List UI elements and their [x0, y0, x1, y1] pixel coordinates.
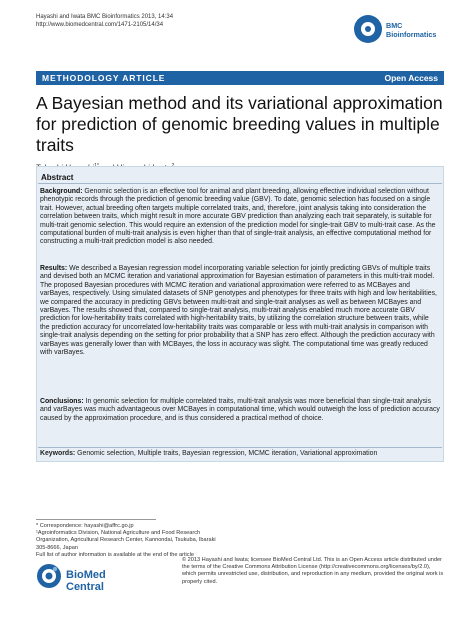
affiliation-line: 305-8666, Japan [36, 544, 78, 551]
conclusions-label: Conclusions: [40, 398, 84, 405]
citation-url[interactable]: http://www.biomedcentral.com/1471-2105/14/34 [36, 22, 164, 28]
conclusions-text: In genomic selection for multiple correlated traits, multi-trait analysis was more beneficial than single-trait analysis and varBayes was much advantageous over MCBayes in computational time, which would outweigh the loss of prediction accuracy caused by the approximation procedure, and is thus considered a practical method of choice. [40, 398, 440, 422]
publisher-name: BioMed Central [66, 569, 106, 593]
bmc-circle-icon [354, 15, 382, 43]
keywords [40, 450, 440, 458]
abstract-results [40, 265, 440, 357]
license-text: © 2013 Hayashi and Iwata; licensee BioMed Central Ltd. This is an Open Access article distributed under the terms of the Creative Commons Attribution License (http://creativecommons.org/licenses/by/2.0), which permits unrestricted use, distribution, and reproduction in any medium, provided the original work is properly cited. [182, 557, 444, 585]
background-label: Background: [40, 188, 83, 195]
journal-logo [354, 15, 444, 51]
affiliation-line: Organization, Agricultural Research Center, Kannondai, Tsukuba, Ibaraki [36, 537, 216, 544]
biomed-central-logo [36, 563, 146, 593]
biomed-central-icon [36, 563, 62, 589]
author-info-note: Full list of author information is available at the end of the article [36, 551, 194, 558]
journal-name-line1: BMC [386, 21, 403, 30]
abstract-background [40, 188, 440, 247]
keywords-label: Keywords: [40, 450, 76, 457]
journal-name-line2: Bioinformatics [386, 30, 437, 39]
citation-header [36, 13, 173, 29]
correspondence-email[interactable]: * Correspondence: hayashi@affrc.go.jp [36, 523, 134, 529]
abstract-divider [38, 447, 442, 448]
abstract-heading: Abstract [41, 173, 74, 182]
results-text: We described a Bayesian regression model incorporating variable selection for jointly predicting GBVs of multiple traits and devised both an MCMC iteration and variational approximation for Bayesian estimation of parameters in this multi-trait model. The proposed Bayesian procedures with MCMC iteration and variational approximation were referred to as MCBayes and varBayes, respectively. Using simulated datasets of SNP genotypes and phenotypes for three traits with high and low heritabilities, we compared the accuracy in predicting GBVs between multi-trait and single-trait analyses as well as between MCBayes and varBayes. The results showed that, compared to single-trait analysis, multi-trait analysis enabled much more accurate GBV prediction for low-heritability traits correlated with high-heritability traits, by utilizing the correlation structure between traits, while the prediction accuracy for uncorrelated low-heritability traits was comparable or less with multi-trait analysis in comparison with single-trait analysis depending on the setting for prior probability that a SNP has zero effect. Although the prediction accuracy with varBayes was generally lower than with MCBayes, the loss in accuracy was slight. The computational time was greatly reduced with varBayes. [40, 265, 437, 357]
keywords-text: Genomic selection, Multiple traits, Bayesian regression, MCMC iteration, Variational approximation [77, 450, 378, 457]
results-label: Results: [40, 265, 68, 272]
affiliation-line: ¹Agroinformatics Division, National Agriculture and Food Research [36, 530, 201, 537]
background-text: Genomic selection is an effective tool for animal and plant breeding, allowing effective individual selection without phenotypic records through the prediction of genomic breeding value (GBV). To date, genomic selection has focused on a single trait. However, actual breeding often targets multiple correlated traits, and, therefore, joint analysis taking into consideration the correlation between traits, which might result in more accurate GBV prediction than analyzing each trait separately, is suitable for multi-trait genomic selection. This would require an extension of the prediction model for single-trait GBV to multi-trait case. As the computational burden of multi-trait analysis is even higher than that of single-trait analysis, an effective computational method for constructing a multi-trait prediction model is also needed. [40, 188, 436, 246]
footnote-divider [36, 519, 156, 520]
journal-name [386, 21, 436, 39]
article-type-bar [36, 71, 444, 85]
open-access-label: Open Access [384, 73, 438, 83]
abstract-divider [38, 183, 442, 184]
article-type: METHODOLOGY ARTICLE [42, 73, 166, 83]
abstract-conclusions [40, 398, 440, 423]
footnotes [36, 523, 256, 559]
citation-line: Hayashi and Iwata BMC Bioinformatics 2013, 14:34 [36, 14, 174, 20]
article-title: A Bayesian method and its variational approximation for prediction of genomic breeding values in multiple traits [36, 93, 443, 155]
